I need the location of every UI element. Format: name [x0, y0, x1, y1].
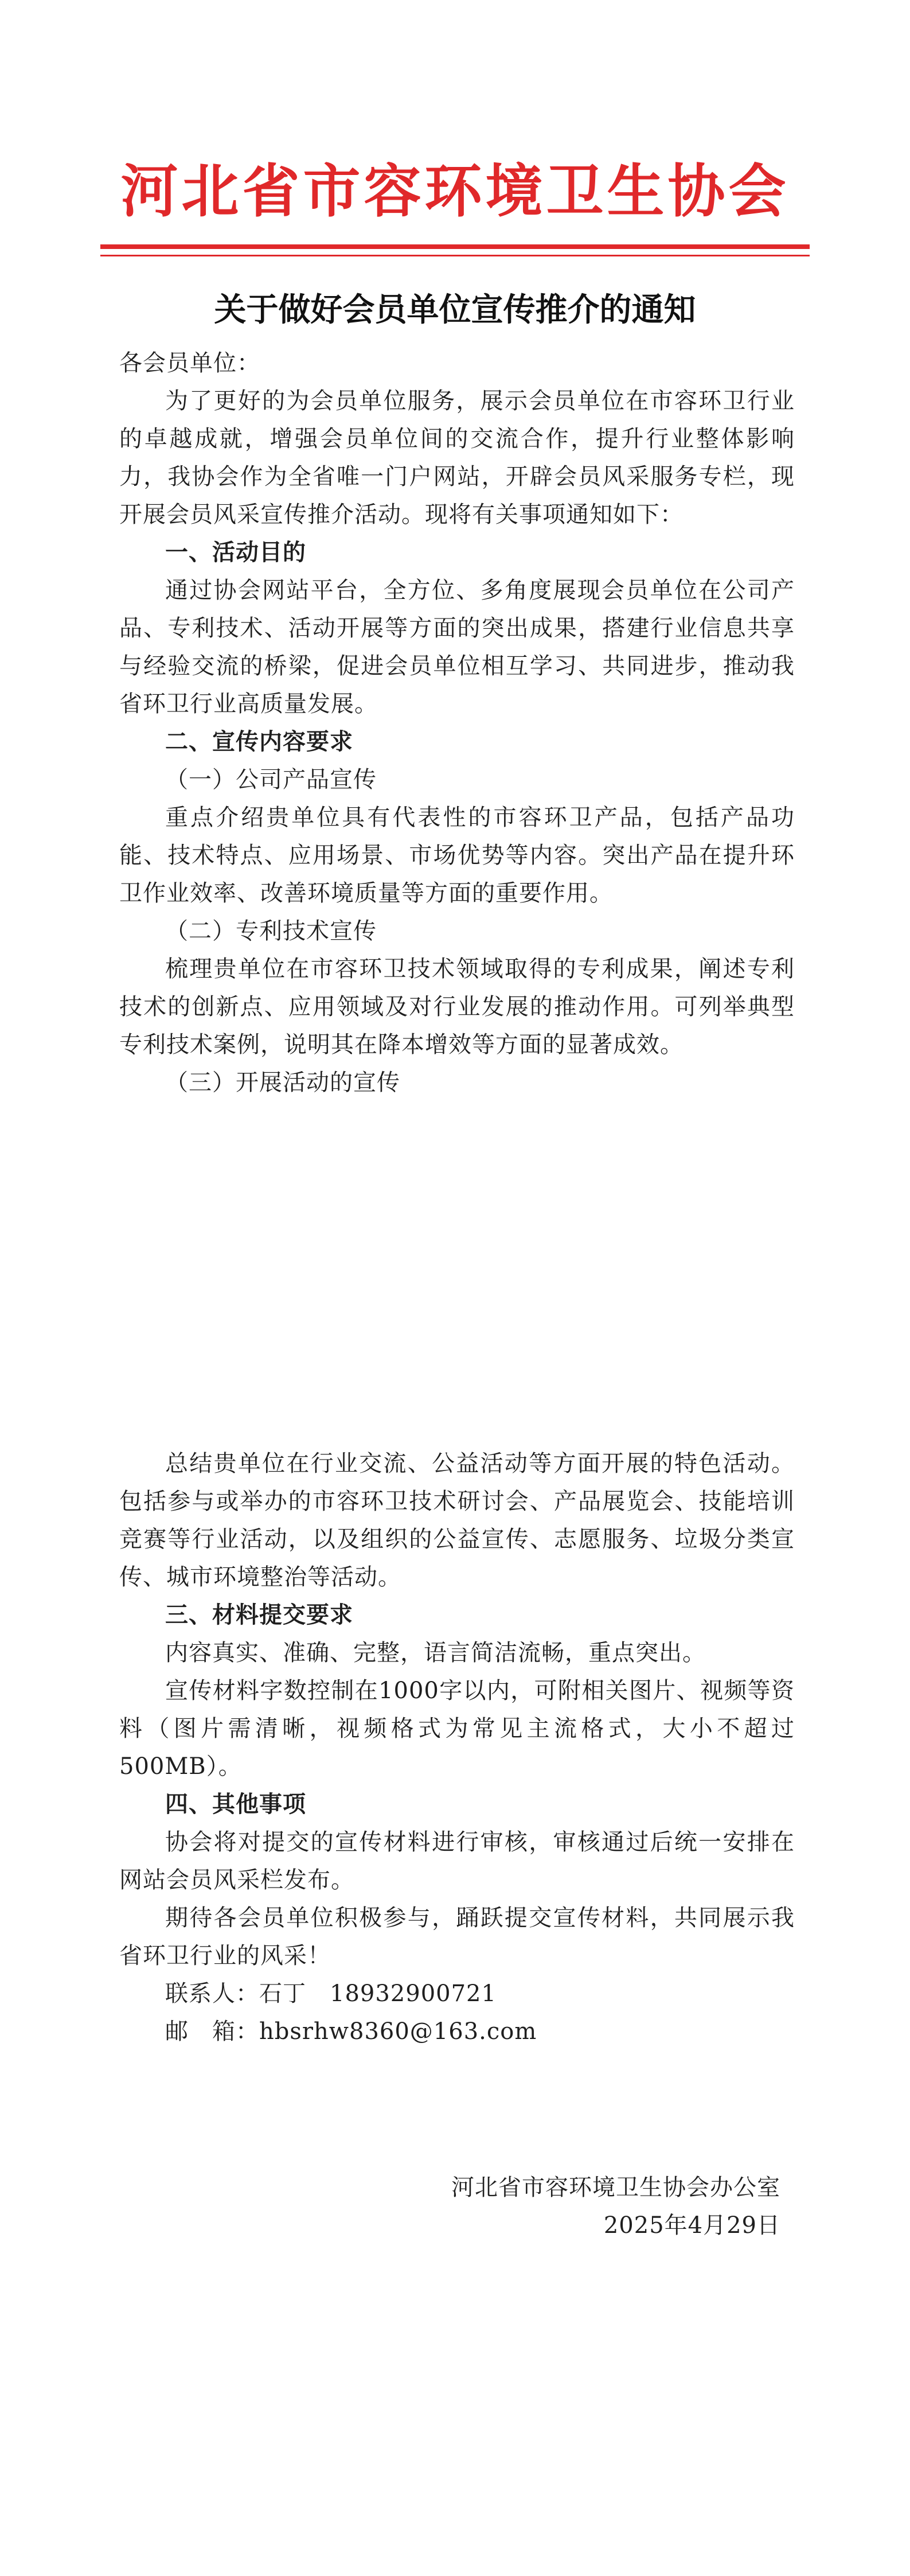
text-other-1: 协会将对提交的宣传材料进行审核，审核通过后统一安排在网站会员风采栏发布。 [119, 1829, 795, 1893]
letterhead: 河北省市容环境卫生协会 [120, 157, 790, 225]
contact-person: 联系人：石丁 18932900721 [165, 1980, 497, 2007]
section-heading-other: 四、其他事项 [165, 1791, 306, 1818]
text-other-2: 期待各会员单位积极参与，踊跃提交宣传材料，共同展示我省环卫行业的风采！ [119, 1905, 795, 1969]
text-materials-2: 宣传材料字数控制在1000字以内，可附相关图片、视频等资料（图片需清晰，视频格式为常见主流格式，大小不超过500MB）。 [119, 1678, 795, 1780]
signature-date: 2025年4月29日 [603, 2212, 780, 2239]
text-activity: 总结贵单位在行业交流、公益活动等方面开展的特色活动。包括参与或举办的市容环卫技术研讨会、产品展览会、技能培训竞赛等行业活动，以及组织的公益宣传、志愿服务、垃圾分类宣传、城市环境整治等活动。 [119, 1450, 795, 1590]
red-rule-thin [100, 255, 810, 256]
section-heading-materials: 三、材料提交要求 [165, 1602, 353, 1628]
red-rule-thick [100, 244, 810, 249]
signature-org: 河北省市容环境卫生协会办公室 [451, 2174, 780, 2201]
text-patent: 梳理贵单位在市容环卫技术领域取得的专利成果，阐述专利技术的创新点、应用领域及对行业发展的推动作用。可列举典型专利技术案例，说明其在降本增效等方面的显著成效。 [119, 956, 795, 1058]
subheading-product: （一）公司产品宣传 [165, 766, 377, 793]
section-text-purpose: 通过协会网站平台，全方位、多角度展现会员单位在公司产品、专利技术、活动开展等方面的突出成果，搭建行业信息共享与经验交流的桥梁，促进会员单位相互学习、共同进步，推动我省环卫行业高质量发展。 [119, 577, 795, 717]
text-product: 重点介绍贵单位具有代表性的市容环卫产品，包括产品功能、技术特点、应用场景、市场优势等内容。突出产品在提升环卫作业效率、改善环境质量等方面的重要作用。 [119, 804, 795, 906]
subheading-patent: （二）专利技术宣传 [165, 918, 377, 944]
text-materials-1: 内容真实、准确、完整，语言简洁流畅，重点突出。 [165, 1640, 706, 1666]
section-heading-content: 二、宣传内容要求 [165, 729, 353, 755]
section-heading-purpose: 一、活动目的 [165, 539, 306, 566]
blank-gap [119, 1102, 795, 1445]
intro-paragraph: 为了更好的为会员单位服务，展示会员单位在市容环卫行业的卓越成就，增强会员单位间的交流合作，提升行业整体影响力，我协会作为全省唯一门户网站，开辟会员风采服务专栏，现开展会员风采宣传推介活动。现将有关事项通知如下： [119, 388, 795, 528]
contact-email: 邮 箱：hbsrhw8360@163.com [165, 2018, 537, 2045]
notice-body [119, 344, 795, 2244]
signature-spacer [119, 2050, 795, 2169]
salutation: 各会员单位： [119, 350, 260, 376]
notice-title: 关于做好会员单位宣传推介的通知 [214, 291, 696, 329]
subheading-activity: （三）开展活动的宣传 [165, 1069, 400, 1096]
